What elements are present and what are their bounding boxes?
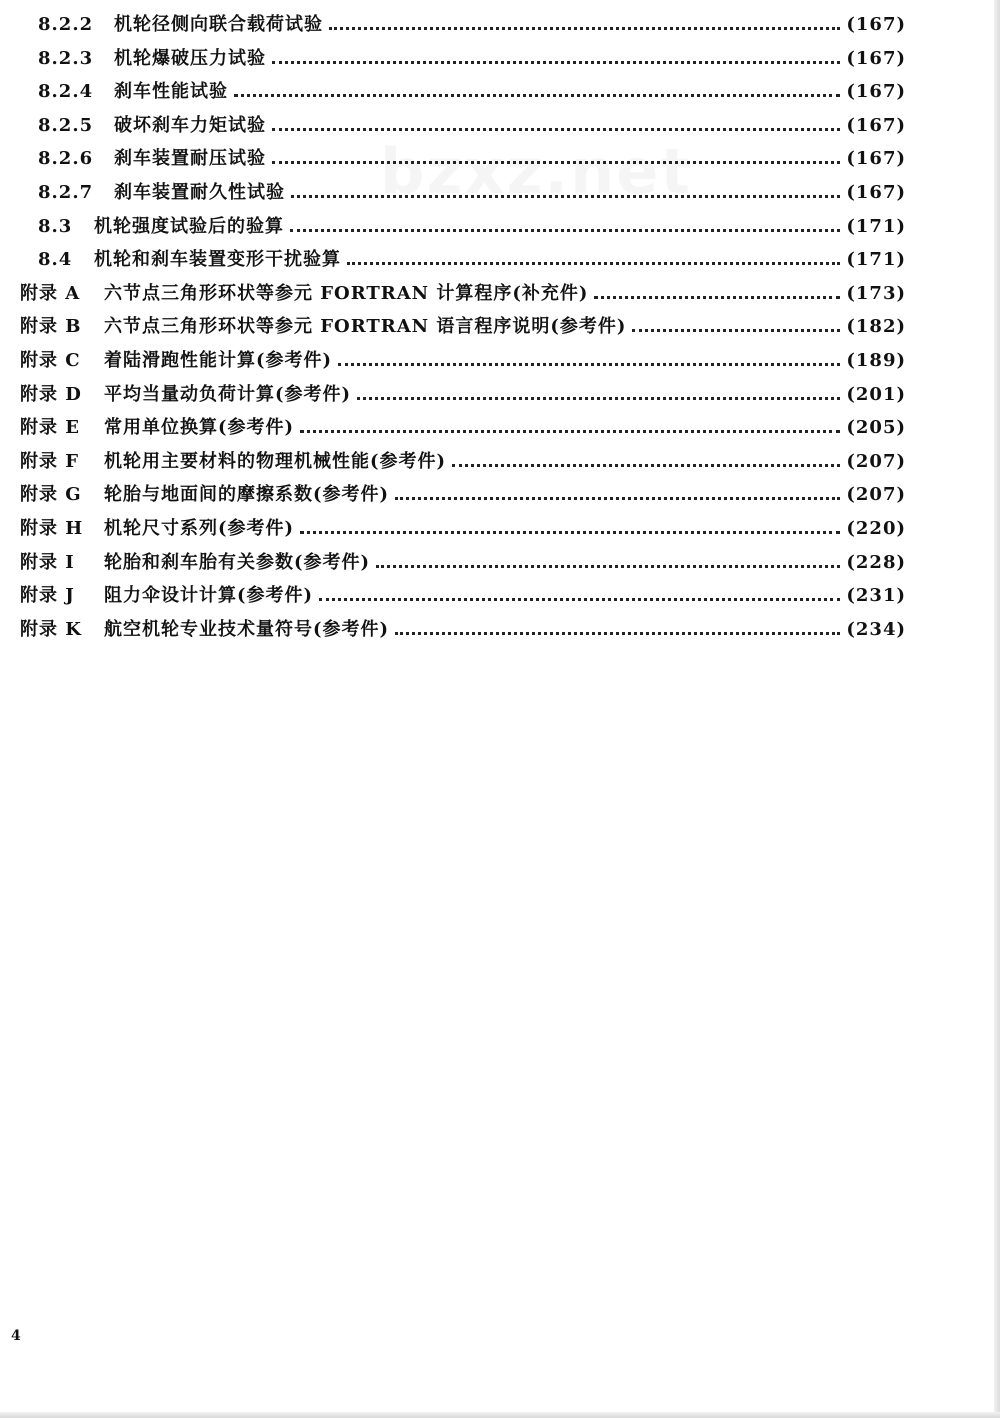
toc-dot-leader	[291, 178, 840, 208]
toc-entry[interactable]	[20, 447, 906, 477]
toc-entry[interactable]	[38, 212, 906, 242]
toc-dot-leader	[272, 144, 840, 174]
toc-dot-leader	[290, 212, 840, 242]
toc-entry-number: 8.2.4	[38, 81, 94, 103]
toc-entry[interactable]	[38, 77, 906, 107]
toc-entry-page: (173)	[846, 282, 906, 304]
toc-entry-page: (228)	[846, 551, 906, 573]
toc-entry-title: 六节点三角形环状等参元 FORTRAN 语言程序说明(参考件)	[104, 316, 627, 338]
toc-entry[interactable]	[20, 514, 906, 544]
toc-entry-title: 轮胎与地面间的摩擦系数(参考件)	[104, 484, 390, 506]
toc-entry-title: 阻力伞设计计算(参考件)	[104, 585, 314, 607]
toc-entry-number: 8.2.2	[38, 14, 94, 35]
toc-entry-number: 8.2.6	[38, 148, 94, 170]
toc-dot-leader	[300, 514, 840, 544]
toc-entry-title: 机轮爆破压力试验	[114, 47, 266, 69]
toc-entry-page: (167)	[846, 14, 906, 35]
page-number: 4	[11, 1328, 21, 1344]
page-edge-shadow-right	[994, 0, 1000, 1418]
toc-entry-number: 附录 C	[20, 350, 81, 371]
toc-entry-title: 刹车性能试验	[114, 81, 228, 103]
toc-entry-page: (167)	[846, 182, 906, 203]
toc-entry-title: 刹车装置耐久性试验	[114, 182, 285, 203]
toc-entry-number: 附录 J	[20, 585, 75, 607]
toc-entry-page: (231)	[846, 585, 906, 607]
toc-dot-leader	[376, 548, 840, 578]
toc-entry-page: (207)	[846, 484, 906, 506]
toc-entry[interactable]	[20, 548, 906, 578]
toc-entry-number: 8.4	[38, 249, 73, 271]
toc-dot-leader	[594, 279, 840, 309]
toc-entry-number: 8.3	[38, 215, 73, 237]
toc-entry-page: (205)	[846, 417, 906, 439]
toc-entry-page: (220)	[846, 518, 906, 539]
toc-dot-leader	[452, 447, 840, 477]
toc-entry-page: (207)	[846, 450, 906, 472]
toc-entry-page: (234)	[846, 618, 906, 640]
toc-entry-number: 附录 E	[20, 417, 80, 439]
toc-entry[interactable]	[20, 480, 906, 510]
toc-entry-number: 附录 B	[20, 316, 82, 338]
toc-entry-page: (167)	[846, 81, 906, 103]
toc-entry-title: 着陆滑跑性能计算(参考件)	[104, 350, 333, 371]
toc-entry-page: (171)	[846, 249, 906, 271]
page-edge-shadow-bottom	[0, 1412, 1000, 1418]
toc-entry-page: (189)	[846, 350, 906, 371]
toc-dot-leader	[300, 413, 840, 443]
toc-dot-leader	[272, 111, 840, 141]
toc-entry-number: 8.2.3	[38, 47, 94, 69]
toc-dot-leader	[319, 581, 840, 611]
watermark-text: bzxz.net	[380, 135, 692, 208]
toc-dot-leader	[632, 312, 840, 342]
toc-entry[interactable]	[20, 615, 906, 645]
toc-entry-number: 附录 G	[20, 484, 82, 506]
toc-entry-number: 附录 K	[20, 618, 82, 640]
toc-dot-leader	[395, 615, 840, 645]
toc-entry-title: 机轮径侧向联合载荷试验	[114, 14, 323, 35]
toc-entry-title: 平均当量动负荷计算(参考件)	[104, 383, 352, 405]
toc-entry-page: (167)	[846, 47, 906, 69]
toc-entry[interactable]	[38, 10, 906, 40]
toc-entry-number: 附录 A	[20, 282, 81, 304]
toc-entry-title: 航空机轮专业技术量符号(参考件)	[104, 618, 390, 640]
toc-entry-page: (167)	[846, 114, 906, 136]
toc-dot-leader	[272, 44, 840, 74]
toc-entry-title: 破坏刹车力矩试验	[114, 114, 266, 136]
toc-entry[interactable]	[38, 44, 906, 74]
toc-entry-number: 8.2.7	[38, 182, 94, 203]
toc-entry[interactable]	[20, 380, 906, 410]
toc-entry-title: 常用单位换算(参考件)	[104, 417, 295, 439]
toc-entry[interactable]	[20, 279, 906, 309]
toc-entry[interactable]	[20, 413, 906, 443]
toc-entry-title: 刹车装置耐压试验	[114, 148, 266, 170]
toc-dot-leader	[395, 480, 840, 510]
toc-entry[interactable]	[20, 346, 906, 376]
toc-dot-leader	[329, 10, 840, 40]
toc-entry-number: 附录 F	[20, 450, 80, 472]
toc-entry-title: 机轮强度试验后的验算	[94, 215, 284, 237]
toc-entry[interactable]	[20, 581, 906, 611]
toc-entry-title: 六节点三角形环状等参元 FORTRAN 计算程序(补充件)	[104, 282, 589, 304]
toc-entry-page: (167)	[846, 148, 906, 170]
toc-entry-page: (171)	[846, 215, 906, 237]
toc-entry-number: 8.2.5	[38, 114, 94, 136]
toc-entry[interactable]	[38, 245, 906, 275]
toc-dot-leader	[338, 346, 840, 376]
toc-entry[interactable]	[38, 178, 906, 208]
toc-entry[interactable]	[38, 144, 906, 174]
toc-entry-title: 机轮和刹车装置变形干扰验算	[94, 249, 341, 271]
toc-entry-title: 轮胎和刹车胎有关参数(参考件)	[104, 551, 371, 573]
toc-entry-number: 附录 H	[20, 518, 84, 539]
toc-entry-page: (182)	[846, 316, 906, 338]
toc-dot-leader	[357, 380, 840, 410]
toc-entry-page: (201)	[846, 383, 906, 405]
toc-entry[interactable]	[38, 111, 906, 141]
toc-entry-number: 附录 D	[20, 383, 82, 405]
toc-entry-title: 机轮用主要材料的物理机械性能(参考件)	[104, 450, 447, 472]
toc-entry-number: 附录 I	[20, 551, 75, 573]
toc-entry[interactable]	[20, 312, 906, 342]
toc-entry-title: 机轮尺寸系列(参考件)	[104, 518, 295, 539]
toc-dot-leader	[347, 245, 840, 275]
toc-dot-leader	[234, 77, 840, 107]
